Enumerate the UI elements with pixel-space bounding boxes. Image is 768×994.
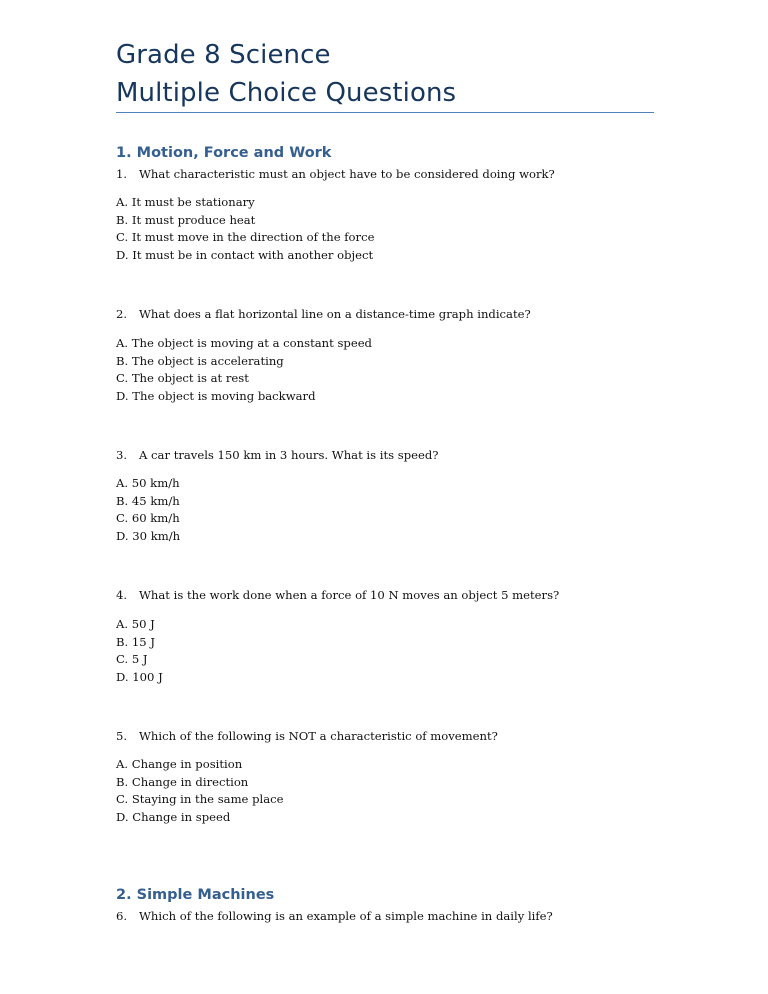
option-d: D. 30 km/h bbox=[116, 528, 181, 543]
question-text: A car travels 150 km in 3 hours. What is its speed? bbox=[139, 448, 439, 462]
page-title-line-2: Multiple Choice Questions bbox=[116, 78, 457, 108]
page-title bbox=[116, 36, 656, 112]
section-heading-simple-machines: 2. Simple Machines bbox=[116, 887, 275, 903]
option-a: A. 50 km/h bbox=[116, 476, 180, 490]
question-number: 5. bbox=[116, 729, 128, 743]
question-text: What characteristic must an object have to be considered doing work? bbox=[139, 167, 555, 181]
question-number: 6. bbox=[116, 909, 128, 923]
question-3 bbox=[116, 447, 676, 463]
question-6 bbox=[116, 908, 676, 924]
question-text: Which of the following is an example of a simple machine in daily life? bbox=[139, 909, 553, 923]
option-a: A. It must be stationary bbox=[116, 195, 255, 209]
question-number: 4. bbox=[116, 588, 128, 602]
question-number: 3. bbox=[116, 448, 128, 462]
option-d: D. It must be in contact with another object bbox=[116, 247, 374, 262]
option-b: B. 45 km/h bbox=[116, 493, 180, 508]
question-3-options bbox=[116, 475, 180, 545]
question-1 bbox=[116, 166, 676, 182]
question-text: What is the work done when a force of 10 N moves an object 5 meters? bbox=[139, 588, 560, 602]
question-5 bbox=[116, 728, 676, 744]
question-4 bbox=[116, 587, 676, 603]
question-2-options bbox=[116, 335, 372, 405]
option-c: C. It must move in the direction of the force bbox=[116, 230, 375, 245]
option-a: A. 50 J bbox=[116, 617, 155, 631]
section-heading-motion-force-work: 1. Motion, Force and Work bbox=[116, 145, 332, 161]
option-d: D. 100 J bbox=[116, 669, 163, 684]
option-c: C. 60 km/h bbox=[116, 511, 180, 526]
option-b: B. The object is accelerating bbox=[116, 353, 284, 368]
option-a: A. The object is moving at a constant speed bbox=[116, 336, 372, 350]
option-b: B. 15 J bbox=[116, 634, 155, 649]
option-d: D. The object is moving backward bbox=[116, 388, 316, 403]
question-text: What does a flat horizontal line on a distance-time graph indicate? bbox=[139, 307, 531, 321]
title-divider bbox=[116, 112, 654, 113]
question-2 bbox=[116, 306, 676, 322]
option-c: C. 5 J bbox=[116, 652, 148, 667]
question-text: Which of the following is NOT a characteristic of movement? bbox=[139, 729, 498, 743]
option-c: C. Staying in the same place bbox=[116, 792, 284, 807]
option-b: B. Change in direction bbox=[116, 774, 249, 789]
question-1-options bbox=[116, 194, 374, 264]
question-5-options bbox=[116, 756, 284, 826]
option-c: C. The object is at rest bbox=[116, 371, 249, 386]
option-b: B. It must produce heat bbox=[116, 212, 256, 227]
question-number: 2. bbox=[116, 307, 128, 321]
option-d: D. Change in speed bbox=[116, 809, 231, 824]
option-a: A. Change in position bbox=[116, 757, 243, 771]
question-4-options bbox=[116, 616, 163, 686]
page-title-line-1: Grade 8 Science bbox=[116, 40, 331, 70]
question-number: 1. bbox=[116, 167, 128, 181]
